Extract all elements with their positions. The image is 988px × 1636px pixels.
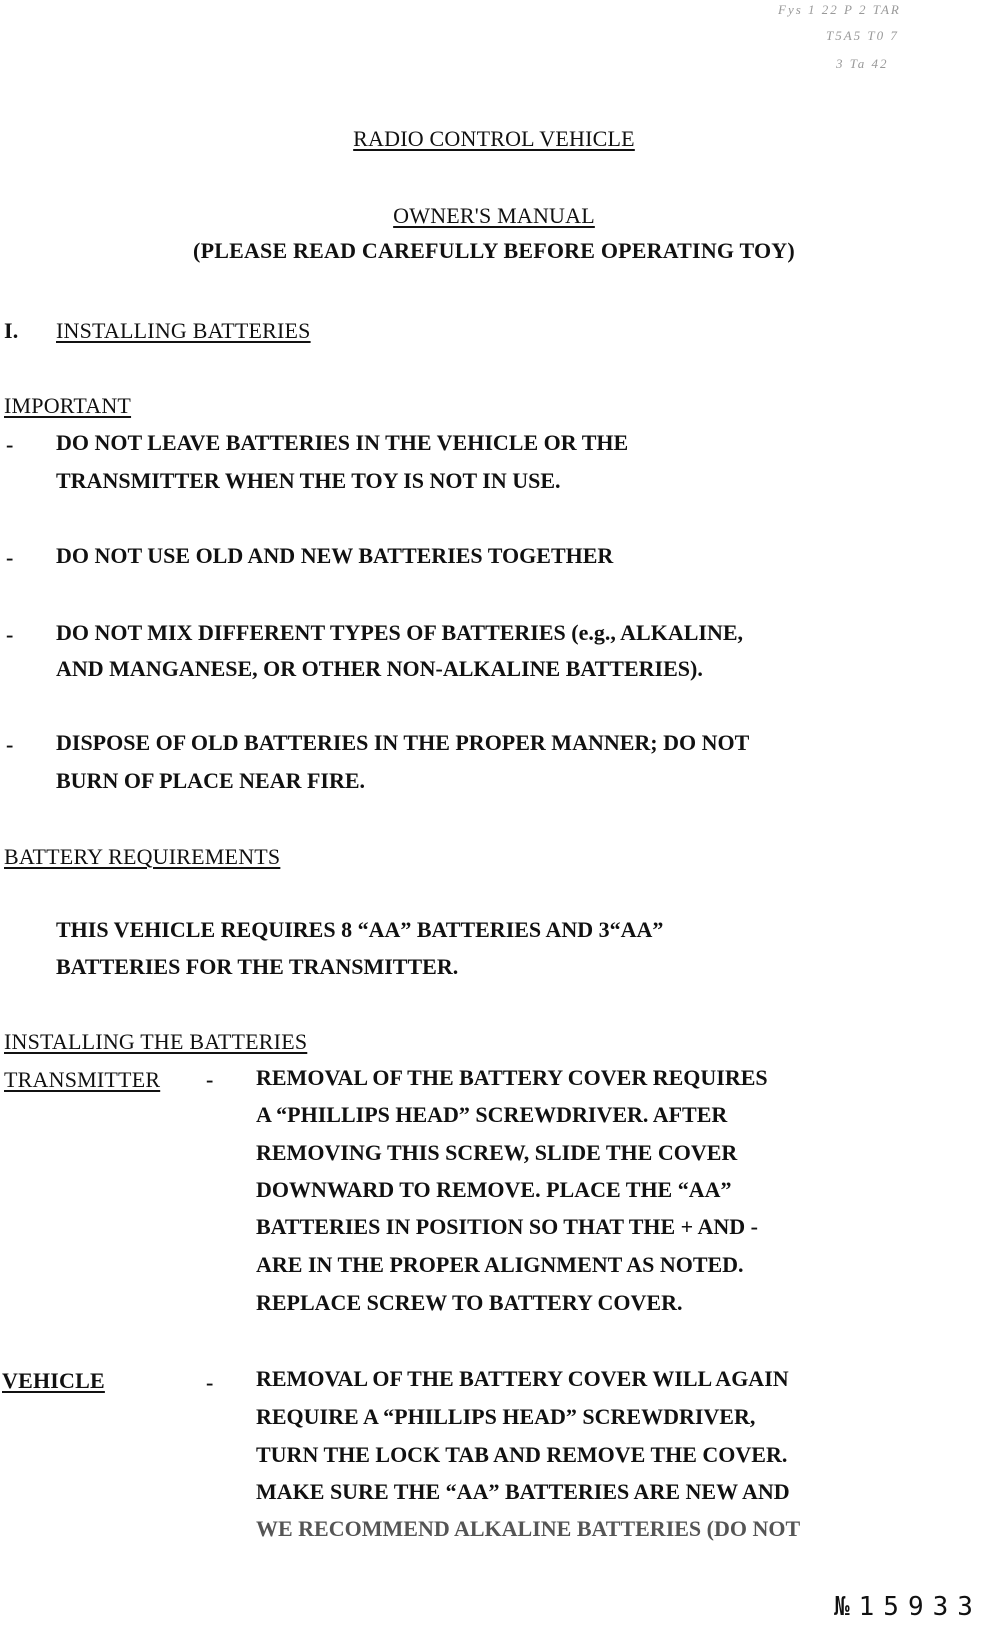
bullet-1-mark: - (6, 432, 14, 457)
important-item-3-line-2: AND MANGANESE, OR OTHER NON-ALKALINE BATTERIES). (56, 656, 703, 681)
bullet-4-mark: - (6, 732, 14, 757)
transmitter-label: TRANSMITTER (4, 1067, 161, 1092)
important-item-2-line-1: DO NOT USE OLD AND NEW BATTERIES TOGETHER (56, 543, 614, 568)
important-item-1-line-1: DO NOT LEAVE BATTERIES IN THE VEHICLE OR THE (56, 430, 629, 455)
transmitter-dash: - (206, 1067, 214, 1092)
subtitle-note: (PLEASE READ CAREFULLY BEFORE OPERATING TOY) (193, 238, 795, 263)
document-title: RADIO CONTROL VEHICLE (353, 126, 635, 151)
transmitter-line-4: DOWNWARD TO REMOVE. PLACE THE “AA” (256, 1177, 732, 1202)
corner-note-line-2: T5A5 T0 7 (826, 28, 899, 43)
battery-requirements-heading: BATTERY REQUIREMENTS (4, 844, 281, 869)
important-item-3-line-1: DO NOT MIX DIFFERENT TYPES OF BATTERIES (e.g., ALKALINE, (56, 620, 744, 645)
transmitter-line-7: REPLACE SCREW TO BATTERY COVER. (256, 1290, 683, 1315)
vehicle-line-5: WE RECOMMEND ALKALINE BATTERIES (DO NOT (256, 1516, 801, 1541)
battery-requirements-line-1: THIS VEHICLE REQUIRES 8 “AA” BATTERIES AND 3“AA” (56, 917, 664, 942)
vehicle-line-1: REMOVAL OF THE BATTERY COVER WILL AGAIN (256, 1366, 789, 1391)
transmitter-line-5: BATTERIES IN POSITION SO THAT THE + AND - (256, 1214, 758, 1239)
document-subtitle: OWNER'S MANUAL (393, 203, 595, 228)
important-item-1-line-2: TRANSMITTER WHEN THE TOY IS NOT IN USE. (56, 468, 561, 493)
important-heading: IMPORTANT (4, 393, 132, 418)
important-item-4-line-1: DISPOSE OF OLD BATTERIES IN THE PROPER MANNER; DO NOT (56, 730, 750, 755)
corner-note-line-3: 3 Ta 42 (836, 56, 889, 71)
section-heading: INSTALLING BATTERIES (56, 318, 311, 343)
transmitter-line-1: REMOVAL OF THE BATTERY COVER REQUIRES (256, 1065, 768, 1090)
document-stamp-number: №15933 (834, 1592, 982, 1622)
vehicle-line-4: MAKE SURE THE “AA” BATTERIES ARE NEW AND (256, 1479, 790, 1504)
corner-note-line-1: Fys 1 22 P 2 TAR (778, 2, 901, 17)
vehicle-dash: - (206, 1370, 214, 1395)
bullet-2-mark: - (6, 545, 14, 570)
section-number: I. (4, 318, 19, 343)
vehicle-label: VEHICLE (2, 1368, 105, 1393)
transmitter-line-2: A “PHILLIPS HEAD” SCREWDRIVER. AFTER (256, 1102, 728, 1127)
important-item-4-line-2: BURN OF PLACE NEAR FIRE. (56, 768, 366, 793)
transmitter-line-3: REMOVING THIS SCREW, SLIDE THE COVER (256, 1140, 738, 1165)
transmitter-line-6: ARE IN THE PROPER ALIGNMENT AS NOTED. (256, 1252, 744, 1277)
battery-requirements-line-2: BATTERIES FOR THE TRANSMITTER. (56, 954, 459, 979)
vehicle-line-3: TURN THE LOCK TAB AND REMOVE THE COVER. (256, 1442, 788, 1467)
bullet-3-mark: - (6, 622, 14, 647)
installing-heading: INSTALLING THE BATTERIES (4, 1029, 308, 1054)
vehicle-line-2: REQUIRE A “PHILLIPS HEAD” SCREWDRIVER, (256, 1404, 756, 1429)
